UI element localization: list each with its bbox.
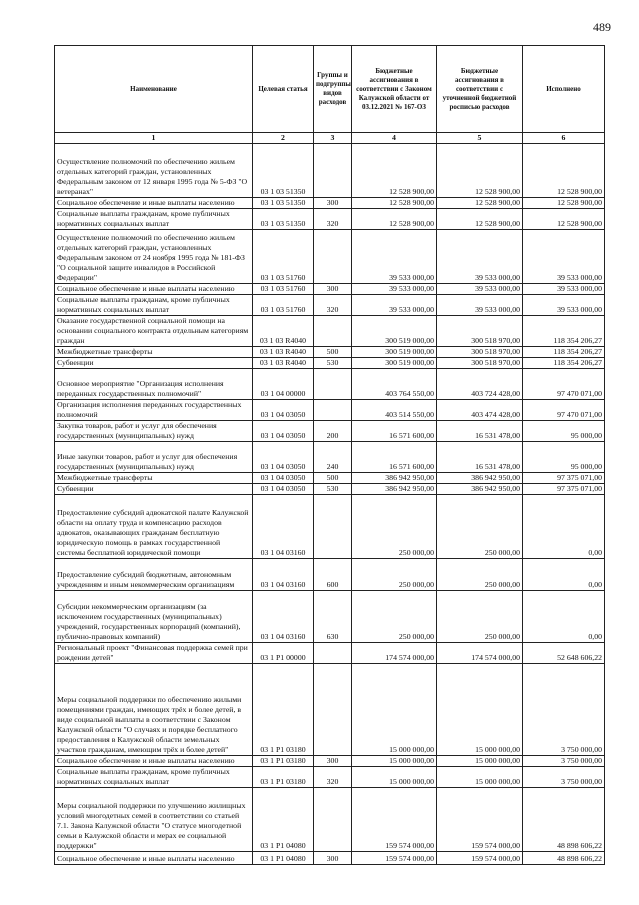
row-refined-amount: 250 000,00 <box>437 495 523 559</box>
row-refined-amount: 15 000 000,00 <box>437 767 523 788</box>
header-executed: Исполнено <box>523 46 605 133</box>
row-name: Осуществление полномочий по обеспечению жильем отдельных категорий граждан, установленных Федеральным законом от 12 января 1995 года № 5-ФЗ "О ветеранах" <box>55 144 253 198</box>
row-expense-group <box>314 400 352 421</box>
row-target-article: 03 1 P1 03180 <box>253 756 314 767</box>
row-expense-group <box>314 643 352 664</box>
table-row <box>55 664 605 756</box>
row-executed-amount: 3 750 000,00 <box>523 756 605 767</box>
row-name: Закупка товаров, работ и услуг для обеспечения государственных (муниципальных) нужд <box>55 421 253 442</box>
row-name: Социальные выплаты гражданам, кроме публичных нормативных социальных выплат <box>55 295 253 316</box>
row-expense-group: 320 <box>314 767 352 788</box>
table-row <box>55 230 605 284</box>
column-number-row <box>55 133 605 144</box>
row-law-amount: 12 528 900,00 <box>352 209 437 230</box>
row-executed-amount: 97 470 071,00 <box>523 400 605 421</box>
row-refined-amount: 386 942 950,00 <box>437 484 523 495</box>
column-number: 6 <box>523 133 605 144</box>
row-executed-amount: 97 375 071,00 <box>523 473 605 484</box>
row-executed-amount: 3 750 000,00 <box>523 664 605 756</box>
row-executed-amount: 39 533 000,00 <box>523 284 605 295</box>
row-expense-group: 500 <box>314 347 352 358</box>
row-refined-amount: 15 000 000,00 <box>437 664 523 756</box>
table-row <box>55 643 605 664</box>
row-expense-group <box>314 316 352 347</box>
row-expense-group: 500 <box>314 473 352 484</box>
table-row <box>55 284 605 295</box>
header-target-article: Целевая статья <box>253 46 314 133</box>
row-refined-amount: 159 574 000,00 <box>437 852 523 865</box>
row-expense-group: 300 <box>314 852 352 865</box>
row-refined-amount: 12 528 900,00 <box>437 209 523 230</box>
row-name: Основное мероприятие "Организация исполнения переданных государственных полномочий" <box>55 369 253 400</box>
table-row <box>55 421 605 442</box>
row-expense-group: 530 <box>314 358 352 369</box>
row-refined-amount: 39 533 000,00 <box>437 295 523 316</box>
row-expense-group: 630 <box>314 591 352 643</box>
row-executed-amount: 0,00 <box>523 559 605 591</box>
table-row <box>55 316 605 347</box>
row-target-article: 03 1 04 03050 <box>253 473 314 484</box>
row-executed-amount: 0,00 <box>523 591 605 643</box>
header-row <box>55 46 605 133</box>
row-target-article: 03 1 04 03050 <box>253 400 314 421</box>
row-executed-amount: 48 898 606,22 <box>523 788 605 852</box>
column-number: 3 <box>314 133 352 144</box>
row-law-amount: 39 533 000,00 <box>352 295 437 316</box>
row-refined-amount: 16 531 478,00 <box>437 421 523 442</box>
row-expense-group: 320 <box>314 209 352 230</box>
table-body <box>55 144 605 865</box>
row-expense-group <box>314 369 352 400</box>
row-target-article: 03 1 03 51350 <box>253 209 314 230</box>
row-name: Социальное обеспечение и иные выплаты населению <box>55 198 253 209</box>
row-expense-group <box>314 664 352 756</box>
row-expense-group <box>314 788 352 852</box>
row-law-amount: 250 000,00 <box>352 495 437 559</box>
row-name: Меры социальной поддержки по обеспечению жилыми помещениями граждан, имеющих трёх и более детей, в виде социальной выплаты в соответствии с Законом Калужской области "О случаях и порядке бесплатного предоставления в Калужской области земельных участков гражданам, имеющим трёх и более детей" <box>55 664 253 756</box>
row-law-amount: 16 571 600,00 <box>352 442 437 473</box>
row-executed-amount: 118 354 206,27 <box>523 347 605 358</box>
row-executed-amount: 118 354 206,27 <box>523 316 605 347</box>
row-executed-amount: 95 000,00 <box>523 442 605 473</box>
row-refined-amount: 300 518 970,00 <box>437 358 523 369</box>
row-refined-amount: 250 000,00 <box>437 559 523 591</box>
row-executed-amount: 48 898 606,22 <box>523 852 605 865</box>
row-expense-group: 530 <box>314 484 352 495</box>
row-target-article: 03 1 03 51760 <box>253 230 314 284</box>
row-executed-amount: 97 470 071,00 <box>523 369 605 400</box>
row-name: Социальное обеспечение и иные выплаты населению <box>55 284 253 295</box>
header-refined-allocations: Бюджетные ассигнования в соответствии с уточненной бюджетной росписью расходов <box>437 46 523 133</box>
row-target-article: 03 1 03 51760 <box>253 284 314 295</box>
table-row <box>55 788 605 852</box>
row-name: Региональный проект "Финансовая поддержка семей при рождении детей" <box>55 643 253 664</box>
row-name: Межбюджетные трансферты <box>55 347 253 358</box>
row-expense-group: 320 <box>314 295 352 316</box>
row-law-amount: 39 533 000,00 <box>352 230 437 284</box>
row-law-amount: 386 942 950,00 <box>352 473 437 484</box>
row-refined-amount: 300 518 970,00 <box>437 347 523 358</box>
row-expense-group: 200 <box>314 421 352 442</box>
row-refined-amount: 174 574 000,00 <box>437 643 523 664</box>
column-number: 2 <box>253 133 314 144</box>
row-executed-amount: 39 533 000,00 <box>523 295 605 316</box>
row-target-article: 03 1 04 03050 <box>253 484 314 495</box>
row-expense-group <box>314 230 352 284</box>
row-name: Оказание государственной социальной помощи на основании социального контракта отдельным категориям граждан <box>55 316 253 347</box>
header-name: Наименование <box>55 46 253 133</box>
row-name: Организация исполнения переданных государственных полномочий <box>55 400 253 421</box>
row-law-amount: 403 514 550,00 <box>352 400 437 421</box>
page-number: 489 <box>593 20 611 34</box>
row-target-article: 03 1 03 51350 <box>253 198 314 209</box>
row-target-article: 03 1 03 R4040 <box>253 358 314 369</box>
table-row <box>55 369 605 400</box>
column-number: 5 <box>437 133 523 144</box>
row-law-amount: 386 942 950,00 <box>352 484 437 495</box>
row-law-amount: 159 574 000,00 <box>352 788 437 852</box>
row-name: Иные закупки товаров, работ и услуг для обеспечения государственных (муниципальных) нужд <box>55 442 253 473</box>
row-target-article: 03 1 P1 04080 <box>253 788 314 852</box>
row-name: Меры социальной поддержки по улучшению жилищных условий многодетных семей в соответствии со статьей 7.1. Закона Калужской области "О статусе многодетной семьи в Калужской области и мерах ее социальной поддержки" <box>55 788 253 852</box>
table-row <box>55 767 605 788</box>
row-law-amount: 250 000,00 <box>352 559 437 591</box>
row-expense-group: 300 <box>314 198 352 209</box>
table-row <box>55 347 605 358</box>
row-law-amount: 12 528 900,00 <box>352 144 437 198</box>
table-row <box>55 358 605 369</box>
row-expense-group: 300 <box>314 284 352 295</box>
row-name: Субвенции <box>55 358 253 369</box>
row-refined-amount: 39 533 000,00 <box>437 230 523 284</box>
row-law-amount: 15 000 000,00 <box>352 756 437 767</box>
row-refined-amount: 16 531 478,00 <box>437 442 523 473</box>
row-name: Осуществление полномочий по обеспечению жильем отдельных категорий граждан, установленных Федеральным законом от 24 ноября 1995 года № 181-ФЗ "О социальной защите инвалидов в Российской Федерации" <box>55 230 253 284</box>
table-row <box>55 756 605 767</box>
row-target-article: 03 1 03 R4040 <box>253 347 314 358</box>
row-refined-amount: 403 724 428,00 <box>437 369 523 400</box>
row-name: Социальные выплаты гражданам, кроме публичных нормативных социальных выплат <box>55 767 253 788</box>
row-refined-amount: 12 528 900,00 <box>437 144 523 198</box>
row-executed-amount: 39 533 000,00 <box>523 230 605 284</box>
row-target-article: 03 1 04 03050 <box>253 421 314 442</box>
row-target-article: 03 1 04 03160 <box>253 559 314 591</box>
row-law-amount: 15 000 000,00 <box>352 767 437 788</box>
table-row <box>55 591 605 643</box>
row-law-amount: 250 000,00 <box>352 591 437 643</box>
row-name: Субсидии некоммерческим организациям (за исключением государственных (муниципальных) учреждений, государственных корпораций (компаний), публично-правовых компаний) <box>55 591 253 643</box>
row-executed-amount: 97 375 071,00 <box>523 484 605 495</box>
row-name: Социальное обеспечение и иные выплаты населению <box>55 852 253 865</box>
row-executed-amount: 12 528 900,00 <box>523 209 605 230</box>
table-row <box>55 484 605 495</box>
table-row <box>55 295 605 316</box>
row-law-amount: 16 571 600,00 <box>352 421 437 442</box>
row-name: Предоставление субсидий бюджетным, автономным учреждениям и иным некоммерческим организациям <box>55 559 253 591</box>
row-name: Социальное обеспечение и иные выплаты населению <box>55 756 253 767</box>
row-expense-group: 300 <box>314 756 352 767</box>
row-refined-amount: 12 528 900,00 <box>437 198 523 209</box>
header-law-allocations: Бюджетные ассигнования в соответствии с Законом Калужской области от 03.12.2021 № 167-ОЗ <box>352 46 437 133</box>
row-refined-amount: 300 518 970,00 <box>437 316 523 347</box>
row-target-article: 03 1 04 03160 <box>253 495 314 559</box>
row-expense-group: 600 <box>314 559 352 591</box>
row-law-amount: 39 533 000,00 <box>352 284 437 295</box>
row-target-article: 03 1 P1 04080 <box>253 852 314 865</box>
row-target-article: 03 1 03 51760 <box>253 295 314 316</box>
row-target-article: 03 1 03 51350 <box>253 144 314 198</box>
table-row <box>55 473 605 484</box>
header-expense-groups: Группы и подгруппы видов расходов <box>314 46 352 133</box>
row-target-article: 03 1 04 00000 <box>253 369 314 400</box>
row-target-article: 03 1 03 R4040 <box>253 316 314 347</box>
row-executed-amount: 95 000,00 <box>523 421 605 442</box>
row-law-amount: 159 574 000,00 <box>352 852 437 865</box>
row-law-amount: 300 519 000,00 <box>352 358 437 369</box>
row-executed-amount: 52 648 606,22 <box>523 643 605 664</box>
row-law-amount: 300 519 000,00 <box>352 347 437 358</box>
row-target-article: 03 1 04 03160 <box>253 591 314 643</box>
table-row <box>55 400 605 421</box>
row-executed-amount: 12 528 900,00 <box>523 144 605 198</box>
row-executed-amount: 0,00 <box>523 495 605 559</box>
row-law-amount: 174 574 000,00 <box>352 643 437 664</box>
table-row <box>55 559 605 591</box>
row-expense-group <box>314 144 352 198</box>
row-executed-amount: 12 528 900,00 <box>523 198 605 209</box>
row-law-amount: 12 528 900,00 <box>352 198 437 209</box>
budget-table <box>54 45 605 865</box>
row-expense-group <box>314 495 352 559</box>
row-target-article: 03 1 P1 03180 <box>253 664 314 756</box>
row-name: Межбюджетные трансферты <box>55 473 253 484</box>
row-executed-amount: 3 750 000,00 <box>523 767 605 788</box>
row-refined-amount: 386 942 950,00 <box>437 473 523 484</box>
table-row <box>55 442 605 473</box>
row-refined-amount: 403 474 428,00 <box>437 400 523 421</box>
row-name: Социальные выплаты гражданам, кроме публичных нормативных социальных выплат <box>55 209 253 230</box>
row-law-amount: 15 000 000,00 <box>352 664 437 756</box>
table-row <box>55 198 605 209</box>
row-law-amount: 300 519 000,00 <box>352 316 437 347</box>
row-law-amount: 403 764 550,00 <box>352 369 437 400</box>
row-name: Предоставление субсидий адвокатской палате Калужской области на оплату труда и компенсацию расходов адвокатов, оказывающих гражданам бесплатную юридическую помощь в рамках государственной системы бесплатной юридической помощи <box>55 495 253 559</box>
row-expense-group: 240 <box>314 442 352 473</box>
row-target-article: 03 1 04 03050 <box>253 442 314 473</box>
row-refined-amount: 15 000 000,00 <box>437 756 523 767</box>
table-row <box>55 209 605 230</box>
table-row <box>55 495 605 559</box>
row-refined-amount: 250 000,00 <box>437 591 523 643</box>
row-target-article: 03 1 P1 00000 <box>253 643 314 664</box>
row-executed-amount: 118 354 206,27 <box>523 358 605 369</box>
table-row <box>55 144 605 198</box>
row-refined-amount: 39 533 000,00 <box>437 284 523 295</box>
row-name: Субвенции <box>55 484 253 495</box>
row-target-article: 03 1 P1 03180 <box>253 767 314 788</box>
table-row <box>55 852 605 865</box>
row-refined-amount: 159 574 000,00 <box>437 788 523 852</box>
column-number: 1 <box>55 133 253 144</box>
column-number: 4 <box>352 133 437 144</box>
